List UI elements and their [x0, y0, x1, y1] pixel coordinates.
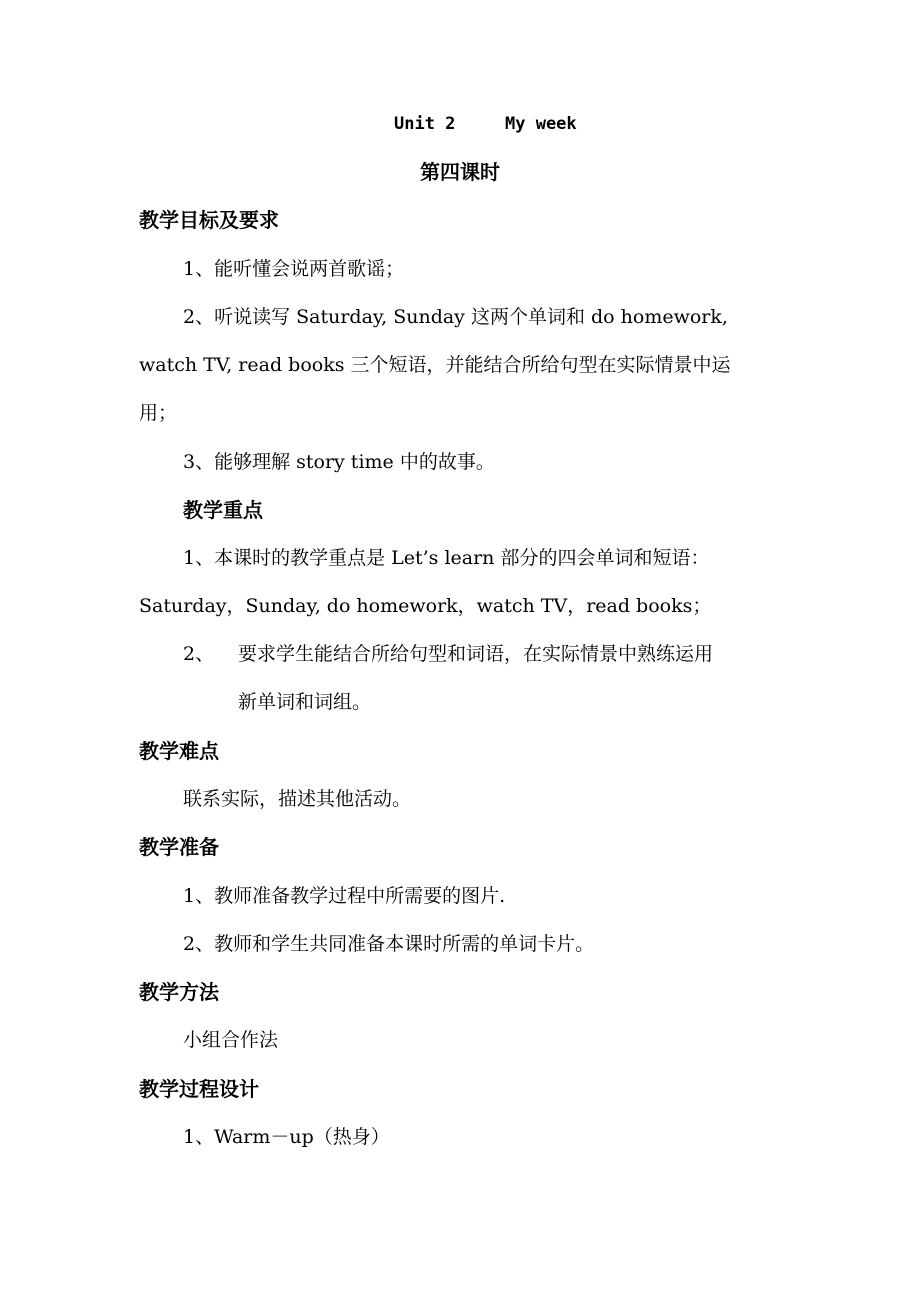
- objective-item-2-line-2: watch TV, read books 三个短语，并能结合所给句型在实际情景中运: [139, 354, 731, 376]
- objective-item-2-line-3: 用；: [139, 402, 178, 424]
- methods-text: 小组合作法: [183, 1029, 279, 1051]
- methods-heading: 教学方法: [139, 980, 219, 1004]
- preparation-heading: 教学准备: [139, 835, 219, 859]
- key-point-item-2-line-1: 要求学生能结合所给句型和词语，在实际情景中熟练运用: [238, 643, 714, 665]
- key-point-item-2-number: 2、: [183, 643, 215, 665]
- key-point-item-2-line-2: 新单词和词组。: [238, 691, 372, 713]
- key-points-heading: 教学重点: [183, 498, 263, 522]
- difficulties-heading: 教学难点: [139, 739, 219, 763]
- objective-item-1: 1、能听懂会说两首歌谣；: [183, 258, 405, 280]
- key-point-item-1-line-1: 1、本课时的教学重点是 Let’s learn 部分的四会单词和短语：: [183, 547, 710, 569]
- objective-item-3: 3、能够理解 story time 中的故事。: [183, 451, 495, 473]
- unit-topic: My week: [505, 114, 577, 134]
- unit-title: Unit 2: [394, 114, 456, 134]
- objectives-heading: 教学目标及要求: [139, 208, 279, 232]
- objective-item-2-line-1: 2、听说读写 Saturday, Sunday 这两个单词和 do homework,: [183, 306, 728, 328]
- preparation-item-2: 2、教师和学生共同准备本课时所需的单词卡片。: [183, 933, 595, 955]
- preparation-item-1: 1、教师准备教学过程中所需要的图片.: [183, 885, 506, 907]
- key-point-item-1-line-2: Saturday，Sunday, do homework，watch TV，read books；: [139, 595, 712, 617]
- lesson-title: 第四课时: [420, 160, 500, 184]
- difficulties-text: 联系实际，描述其他活动。: [183, 788, 412, 810]
- process-heading: 教学过程设计: [139, 1077, 259, 1101]
- process-item-1: 1、Warm－up（热身）: [183, 1126, 390, 1148]
